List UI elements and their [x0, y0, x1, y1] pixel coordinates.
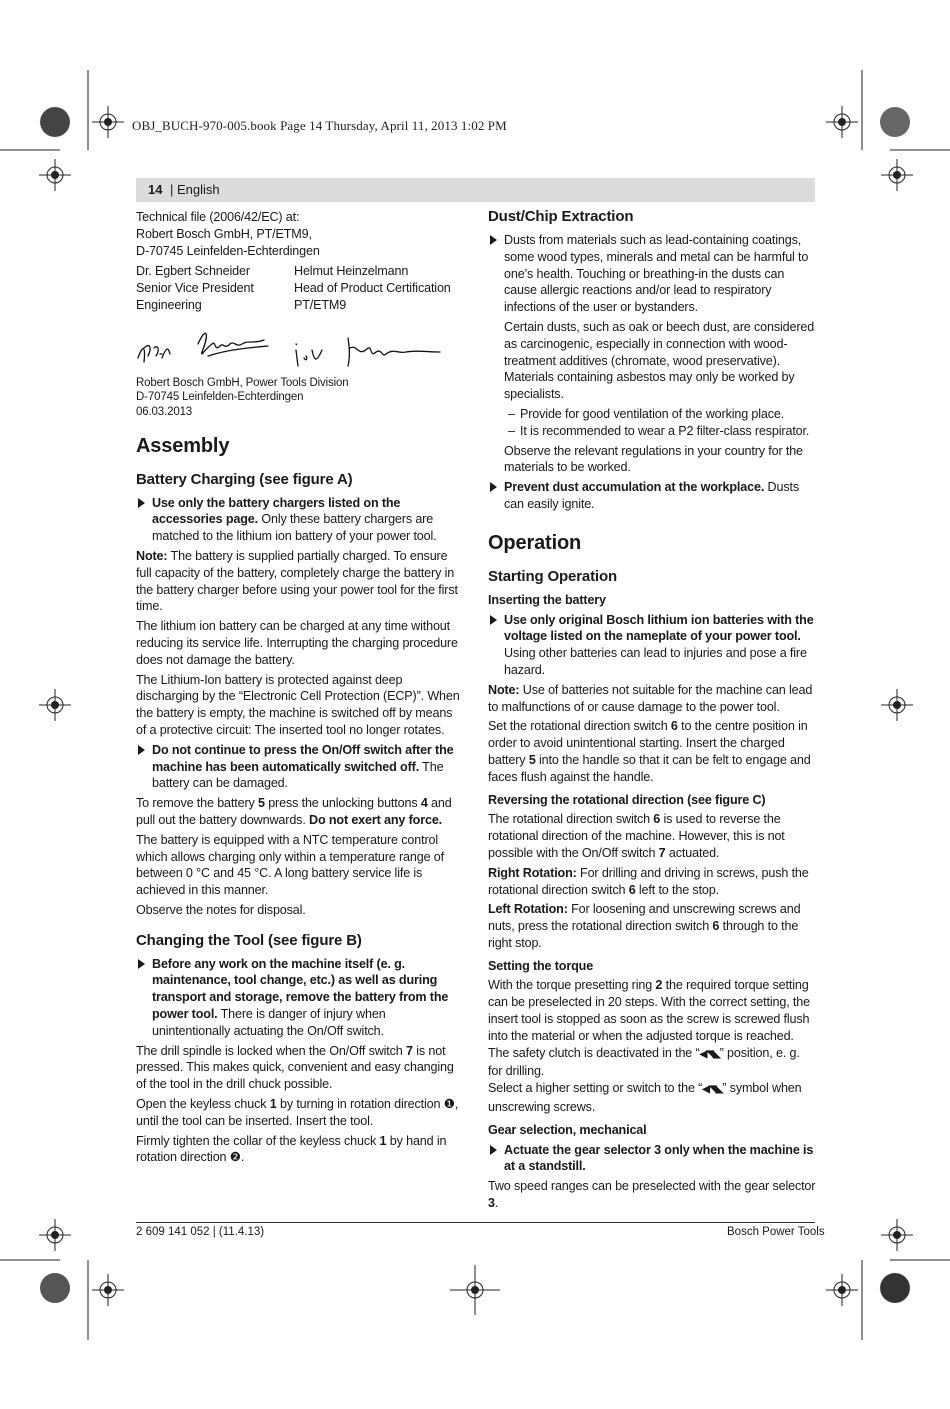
footer-brand: Bosch Power Tools — [727, 1226, 825, 1238]
dash-item-ventilation: – Provide for good ventilation of the working place. — [508, 406, 785, 421]
paragraph-ntc: The battery is equipped with a NTC temperature control which allows charging only within a temperature range of between 0 °C and 45 °C. A long battery service life is achieved in this manner. — [136, 832, 445, 898]
right-column — [488, 207, 816, 1215]
signatories — [136, 263, 462, 313]
heading-gear-selection: Gear selection, mechanical — [488, 1122, 647, 1137]
handwritten-signatures — [136, 318, 456, 374]
bullet-prevent-dust: Prevent dust accumulation at the workplace. Dusts can easily ignite. — [488, 479, 816, 513]
paragraph-reversing: The rotational direction switch 6 is used to reverse the rotational direction of the machine. However, this is not possible with the On/Off switch 7 actuated. — [488, 812, 785, 860]
bullet-arrow-icon — [138, 498, 145, 508]
heading-battery-charging: Battery Charging (see figure A) — [136, 470, 353, 488]
paragraph-carcinogenic: Certain dusts, such as oak or beech dust, are considered as carcinogenic, especially in connection with wood-treatment additives (chromate, wood preservative). Materials containing asbestos may only be worked by specialists. — [504, 319, 815, 402]
heading-inserting-battery: Inserting the battery — [488, 592, 606, 607]
bullet-arrow-icon — [138, 959, 145, 969]
bullet-arrow-icon — [490, 482, 497, 492]
section-title-operation: Operation — [488, 531, 582, 554]
heading-reversing: Reversing the rotational direction (see figure C) — [488, 792, 766, 807]
paragraph-torque: With the torque presetting ring 2 the required torque setting can be preselected in 20 steps. With the correct setting, the insert tool is stopped as soon as the screw is screwed flush into the material or when the adjusted torque is reached. The safety clutch is deactivated in the “◀◥◣” position, e. g. for drilling. — [488, 978, 810, 1079]
heading-dust-extraction: Dust/Chip Extraction — [488, 208, 634, 225]
note-paragraph-right: Note: Use of batteries not suitable for the machine can lead to malfunctions of or cause damage to the power tool. — [488, 682, 813, 714]
bullet-original-batteries: Use only original Bosch lithium ion batteries with the voltage listed on the nameplate of your power tool. Using other batteries can lead to injuries and pose a fire hazard. — [488, 612, 816, 679]
paragraph-select-higher: Select a higher setting or switch to the “◀◥◣” symbol when unscrewing screws. — [488, 1081, 802, 1115]
header-language: | English — [170, 182, 220, 197]
drill-symbol-icon: ◀◥◣ — [699, 1048, 720, 1060]
paragraph-disposal: Observe the notes for disposal. — [136, 902, 306, 917]
note-paragraph: Note: The battery is supplied partially charged. To ensure full capacity of the battery, completely charge the battery in the battery charger before using your power tool for the first time. — [136, 548, 458, 614]
bullet-arrow-icon — [138, 745, 145, 755]
heading-changing-tool: Changing the Tool (see figure B) — [136, 931, 362, 949]
paragraph-spindle: The drill spindle is locked when the On/Off switch 7 is not pressed. This makes quick, convenient and easy changing of the tool in the drill chuck possible. — [136, 1043, 454, 1092]
dash-item-respirator: – It is recommended to wear a P2 filter-class respirator. — [508, 423, 810, 438]
paragraph-right-rotation: Right Rotation: For drilling and driving in screws, push the rotational direction switch 6 left to the stop. — [488, 865, 809, 897]
paragraph-speed-ranges: Two speed ranges can be preselected with the gear selector 3. — [488, 1179, 816, 1211]
paragraph-set-switch: Set the rotational direction switch 6 to the centre position in order to avoid unintentional starting. Insert the charged battery 5 into the handle so that it can be felt to engage and faces flush against the handle. — [488, 719, 811, 784]
bullet-gear-selector: Actuate the gear selector 3 only when the machine is at a standstill. — [488, 1142, 816, 1176]
signatory-1: Dr. Egbert Schneider Senior Vice President Engineering — [136, 264, 254, 312]
paragraph-tighten-chuck: Firmly tighten the collar of the keyless chuck 1 by hand in rotation direction ❷. — [136, 1133, 447, 1165]
bullet-chargers: Use only the battery chargers listed on the accessories page. Only these battery chargers are matched to the lithium ion battery of your power tool. — [136, 495, 462, 545]
paragraph-lithium: The lithium ion battery can be charged at any time without reducing its service life. Interrupting the charging procedure does not damage the battery. — [136, 619, 458, 667]
paragraph-open-chuck: Open the keyless chuck 1 by turning in rotation direction ❶, until the tool can be inserted. Insert the tool. — [136, 1097, 459, 1128]
bullet-arrow-icon — [490, 615, 497, 625]
bullet-arrow-icon — [490, 235, 497, 245]
heading-starting-operation: Starting Operation — [488, 567, 617, 585]
bullet-arrow-icon — [490, 1145, 497, 1155]
page-number: 14 — [148, 182, 163, 197]
company-address: Robert Bosch GmbH, Power Tools Division D-70745 Leinfelden-Echterdingen 06.03.2013 — [136, 376, 349, 418]
bullet-onoff: Do not continue to press the On/Off switch after the machine has been automatically switched off. The battery can be damaged. — [136, 742, 462, 792]
footer-doc-number: 2 609 141 052 | (11.4.13) — [136, 1226, 265, 1238]
paragraph-ecp: The Lithium-Ion battery is protected against deep discharging by the “Electronic Cell Protection (ECP)”. When the battery is empty, the machine is switched off by means of a protective circuit: The inserted tool no longer rotates. — [136, 672, 460, 737]
signatory-2: Helmut Heinzelmann Head of Product Certification PT/ETM9 — [294, 264, 451, 312]
section-title-assembly: Assembly — [136, 434, 230, 457]
heading-torque: Setting the torque — [488, 958, 594, 973]
print-slug: OBJ_BUCH-970-005.book Page 14 Thursday, April 11, 2013 1:02 PM — [132, 118, 507, 133]
bullet-dusts: Dusts from materials such as lead-containing coatings, some wood types, minerals and metal can be harmful to one’s health. Touching or breathing-in the dusts can cause allergic reactions and/or lead to respiratory infections of the user or bystanders. — [488, 232, 816, 316]
page-header-bar — [136, 178, 815, 202]
left-column — [136, 209, 462, 1169]
technical-file: Technical file (2006/42/EC) at: Robert Bosch GmbH, PT/ETM9, D-70745 Leinfelden-Echterdingen — [136, 210, 320, 258]
drill-symbol-icon: ◀◥◣ — [702, 1084, 723, 1096]
paragraph-remove-battery: To remove the battery 5 press the unlocking buttons 4 and pull out the battery downwards. Do not exert any force. — [136, 796, 452, 827]
footer-rule — [136, 1222, 815, 1223]
bullet-remove-battery: Before any work on the machine itself (e. g. maintenance, tool change, etc.) as well as during transport and storage, remove the battery from the power tool. There is danger of injury when unintentionally actuating the On/Off switch. — [136, 956, 462, 1040]
paragraph-regulations: Observe the relevant regulations in your country for the materials to be worked. — [504, 443, 803, 475]
paragraph-left-rotation: Left Rotation: For loosening and unscrewing screws and nuts, press the rotational direction switch 6 through to the right stop. — [488, 902, 801, 950]
